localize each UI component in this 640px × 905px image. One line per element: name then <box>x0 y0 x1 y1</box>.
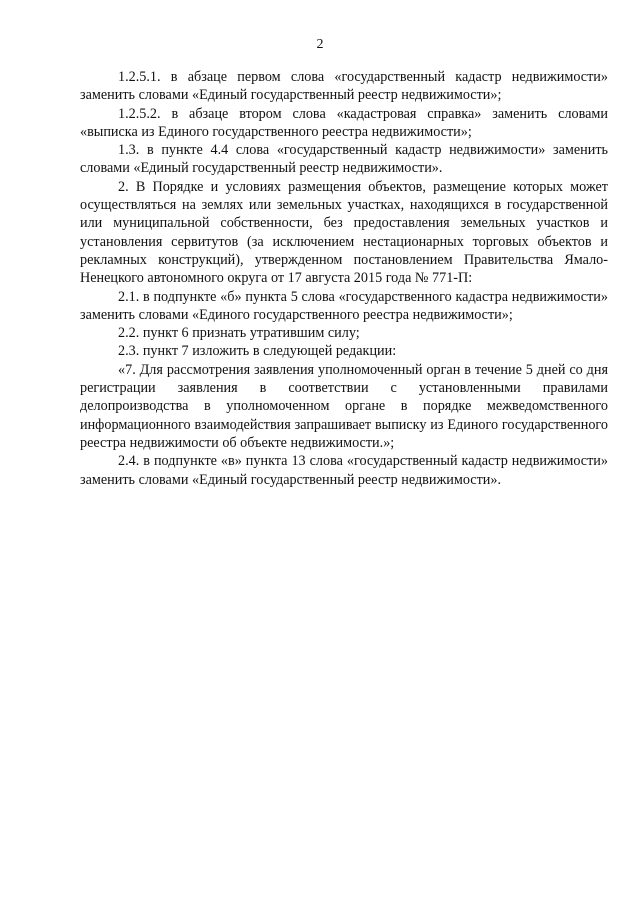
paragraph-1-3: 1.3. в пункте 4.4 слова «государственный кадастр недвижимости» заменить словами «Единый государственный реестр недвижимости». <box>80 142 608 177</box>
paragraph-2-4: 2.4. в подпункте «в» пункта 13 слова «государственный кадастр недвижимости» заменить словами «Единый государственный реестр недвижимости». <box>80 453 608 488</box>
paragraph-1-2-5-2: 1.2.5.2. в абзаце втором слова «кадастровая справка» заменить словами «выписка из Единого государственного реестра недвижимости»; <box>80 105 608 140</box>
paragraph-quoted-7: «7. Для рассмотрения заявления уполномоченный орган в течение 5 дней со дня регистрации заявления в соответствии с установленными правилами делопроизводства в уполномоченном органе в порядке межведомственного информационного взаимодействия запрашивает выписку из Единого государственного реестра недвижимости об объекте недвижимости.»; <box>80 361 608 451</box>
page-number: 2 <box>316 37 324 52</box>
document-body <box>80 68 608 489</box>
paragraph-2-2: 2.2. пункт 6 признать утратившим силу; <box>118 325 360 342</box>
paragraph-2: 2. В Порядке и условиях размещения объектов, размещение которых может осуществляться на землях или земельных участках, находящихся в государственной или муниципальной собственности, без предоставления земельных участков и установления сервитутов (за исключением нестационарных торговых объектов и рекламных конструкций), утвержденном постановлением Правительства Ямало-Ненецкого автономного округа от 17 августа 2015 года № 771-П: <box>80 178 608 287</box>
paragraph-2-1: 2.1. в подпункте «б» пункта 5 слова «государственного кадастра недвижимости» заменить словами «Единого государственного реестра недвижимости»; <box>80 288 608 323</box>
paragraph-2-3: 2.3. пункт 7 изложить в следующей редакции: <box>118 343 397 360</box>
paragraph-1-2-5-1: 1.2.5.1. в абзаце первом слова «государственный кадастр недвижимости» заменить словами «Единый государственный реестр недвижимости»; <box>80 69 608 104</box>
